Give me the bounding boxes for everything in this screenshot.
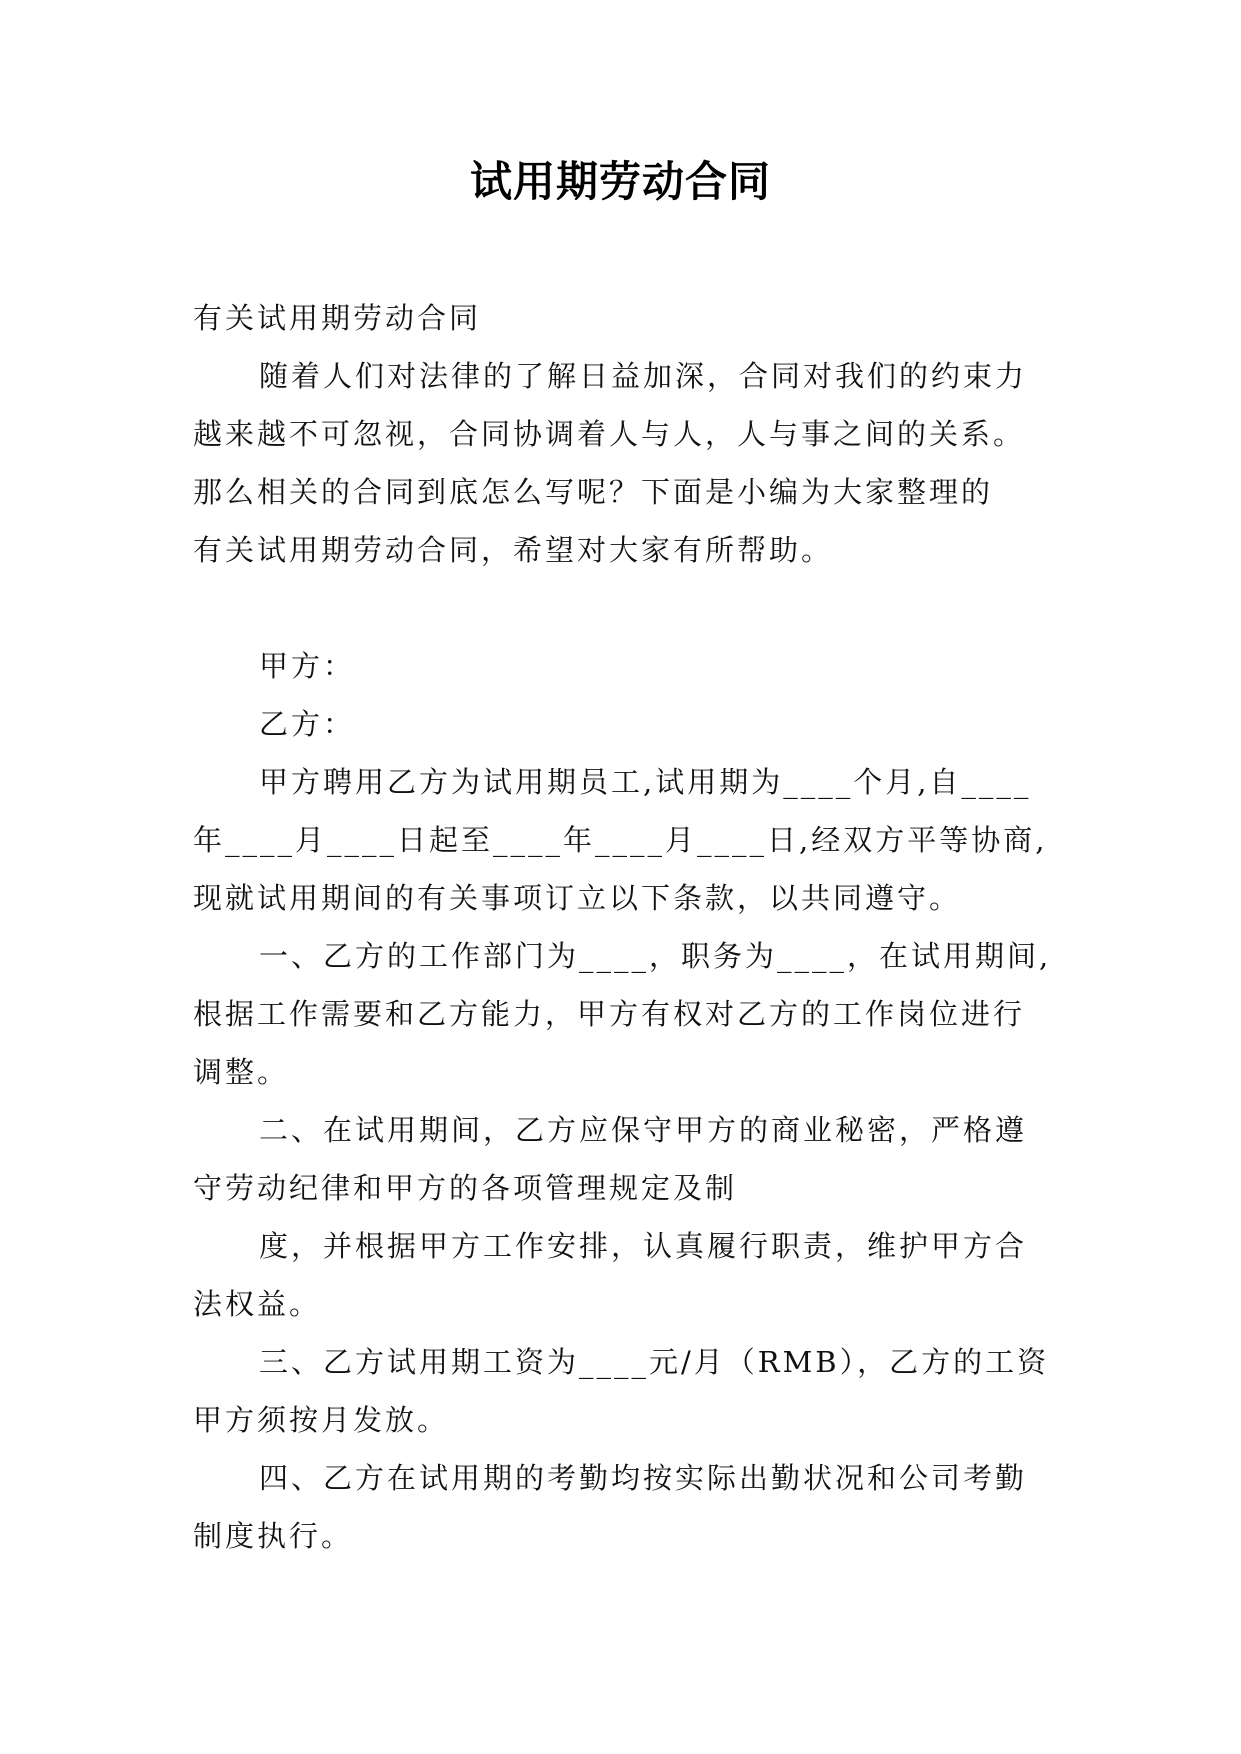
- intro-line-2: 越来越不可忽视，合同协调着人与人，人与事之间的关系。: [193, 417, 1026, 451]
- clause-3-line-2: 甲方须按月发放。: [193, 1403, 450, 1437]
- party-a-label: 甲方：: [259, 649, 356, 683]
- clause-1-line-3: 调整。: [193, 1055, 290, 1089]
- clause-2-line-3: 度，并根据甲方工作安排，认真履行职责，维护甲方合: [259, 1229, 1028, 1263]
- intro-line-3: 那么相关的合同到底怎么写呢？下面是小编为大家整理的: [193, 475, 994, 509]
- document-title: 试用期劳动合同: [469, 157, 771, 206]
- party-b-label: 乙方：: [259, 707, 356, 741]
- clause-4-line-2: 制度执行。: [193, 1519, 354, 1553]
- clause-1-line-2: 根据工作需要和乙方能力，甲方有权对乙方的工作岗位进行: [193, 997, 1026, 1031]
- preamble-line-1: 甲方聘用乙方为试用期员工,试用期为____个月,自____: [259, 765, 1032, 799]
- preamble-line-2: 年____月____日起至____年____月____日,经双方平等协商,: [193, 823, 1048, 857]
- preamble-line-3: 现就试用期间的有关事项订立以下条款，以共同遵守。: [193, 881, 962, 915]
- intro-line-1: 随着人们对法律的了解日益加深，合同对我们的约束力: [259, 359, 1028, 393]
- subtitle-line: 有关试用期劳动合同: [193, 301, 482, 335]
- clause-2-line-4: 法权益。: [193, 1287, 322, 1321]
- clause-2-line-1: 二、在试用期间，乙方应保守甲方的商业秘密，严格遵: [259, 1113, 1028, 1147]
- clause-3-line-1: 三、乙方试用期工资为____元/月（RMB），乙方的工资: [259, 1345, 1050, 1379]
- clause-4-line-1: 四、乙方在试用期的考勤均按实际出勤状况和公司考勤: [259, 1461, 1028, 1495]
- clause-1-line-1: 一、乙方的工作部门为____，职务为____，在试用期间,: [259, 939, 1052, 973]
- intro-line-4: 有关试用期劳动合同，希望对大家有所帮助。: [193, 533, 834, 567]
- clause-2-line-2: 守劳动纪律和甲方的各项管理规定及制: [193, 1171, 738, 1205]
